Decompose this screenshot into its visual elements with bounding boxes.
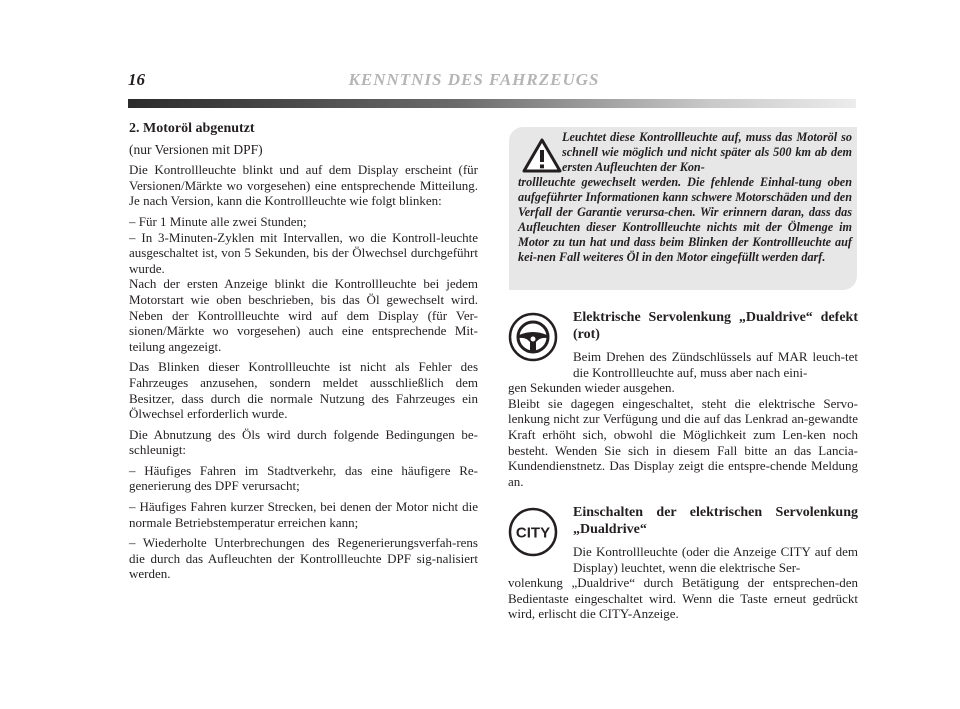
city-section — [508, 504, 858, 622]
paragraph: Nach der ersten Anzeige blinkt die Kontrollleuchte bei jedem Motorstart wie oben beschrieben, bis das Öl gewechselt wird. Neben der Kontrollleuchte wird auf dem Display (für Ver-sionen/Märkte wo vorgesehen) auch eine entsprechende Mit-teilung angezeigt. — [129, 276, 478, 354]
left-column — [129, 121, 478, 587]
paragraph: Die Abnutzung des Öls wird durch folgende Bedingungen be-schleunigt: — [129, 426, 478, 458]
city-title: Einschalten der elektrischen Servolenkung „Dualdrive“ — [573, 505, 858, 537]
servo-title: Elektrische Servolenkung „Dualdrive“ defekt (rot) — [573, 310, 858, 342]
city-icon-label: CITY — [515, 524, 551, 542]
servo-lead: Beim Drehen des Zündschlüssels auf MAR leuch-tet die Kontrollleuchte auf, muss aber nach eini- — [573, 349, 858, 380]
paragraph: – Wiederholte Unterbrechungen des Regenerierungsverfah-rens die durch das Aufleuchten der Kontrollleuchte DPF sig-nalisiert werden. — [129, 535, 478, 582]
page-number: 16 — [128, 70, 145, 89]
header-rule — [128, 99, 856, 108]
paragraph: – In 3-Minuten-Zyklen mit Intervallen, wo die Kontroll-leuchte ausgeschaltet ist, von 5 Sekunden, bis der Ölwechsel durchgeführt wurde. — [129, 229, 478, 276]
servo-lead-end: gen Sekunden wieder ausgehen. — [508, 380, 675, 396]
section-title: 2. Motoröl abgenutzt — [129, 121, 255, 136]
warning-text-lead: Leuchtet diese Kontrollleuchte auf, muss das Motoröl so schnell wie möglich und nicht später als 500 km ab dem ersten Aufleuchten der Kon- — [562, 130, 852, 174]
city-lead: Die Kontrollleuchte (oder die Anzeige CITY auf dem Display) leuchtet, wenn die elektrische Ser- — [573, 544, 858, 575]
warning-text — [518, 130, 852, 265]
servo-text: Bleibt sie dagegen eingeschaltet, steht die elektrische Servo-lenkung nicht zur Verfügung und die auf das Lenkrad an-gewandte Kraft erhöht sich, obwohl die Möglichkeit zum Len-ken noch besteht. Wenden Sie sich in diesem Fall bitte an das Lancia-Kundendienstnetz. Das Display zeigt die entspre-chende Meldung an. — [508, 395, 858, 489]
paragraph: – Häufiges Fahren kurzer Strecken, bei denen der Motor nicht die normale Betriebstemperatur erreichen kann; — [129, 499, 478, 530]
section-subtitle: (nur Versionen mit DPF) — [129, 141, 263, 157]
warning-text-rest: trollleuchte gewechselt werden. Die fehlende Einhal-tung oben aufgeführter Informationen kann schwere Motorschäden und den Verfall der Garantie verursa-chen. Wir erinnern daran, dass das Aufleuchten dieser Kontrollleuchte nichts mit der Ölmenge im Motor zu tun hat und dass beim Blinken der Kontrollleuchte auf kei-nen Fall weiteres Öl in den Motor eingefüllt werden darf. — [518, 175, 852, 264]
paragraph: – Für 1 Minute alle zwei Stunden; — [129, 213, 307, 229]
paragraph: – Häufiges Fahren im Stadtverkehr, das eine häufigere Re-generierung des DPF verursacht; — [129, 462, 478, 494]
paragraph: Die Kontrollleuchte blinkt und auf dem Display erscheint (für Versionen/Märkte wo vorgesehen) eine entsprechende Mitteilung. Je nach Version, kann die Kontrollleuchte wie folgt blinken: — [129, 162, 478, 209]
chapter-title: KENNTNIS DES FAHRZEUGS — [348, 70, 600, 89]
city-text: volenkung „Dualdrive“ durch Betätigung der entsprechen-den Bedientaste eingeschaltet wird. Wenn die Taste erneut gedrückt wird, erlischt die CITY-Anzeige. — [508, 575, 858, 622]
paragraph: Das Blinken dieser Kontrollleuchte ist nicht als Fehler des Fahrzeuges anzusehen, sondern meldet ausschließlich dem Besitzer, dass durch die normale Nutzung des Fahrzeuges ein Ölwechsel erforderlich wurde. — [129, 359, 478, 422]
servo-section — [508, 309, 858, 489]
